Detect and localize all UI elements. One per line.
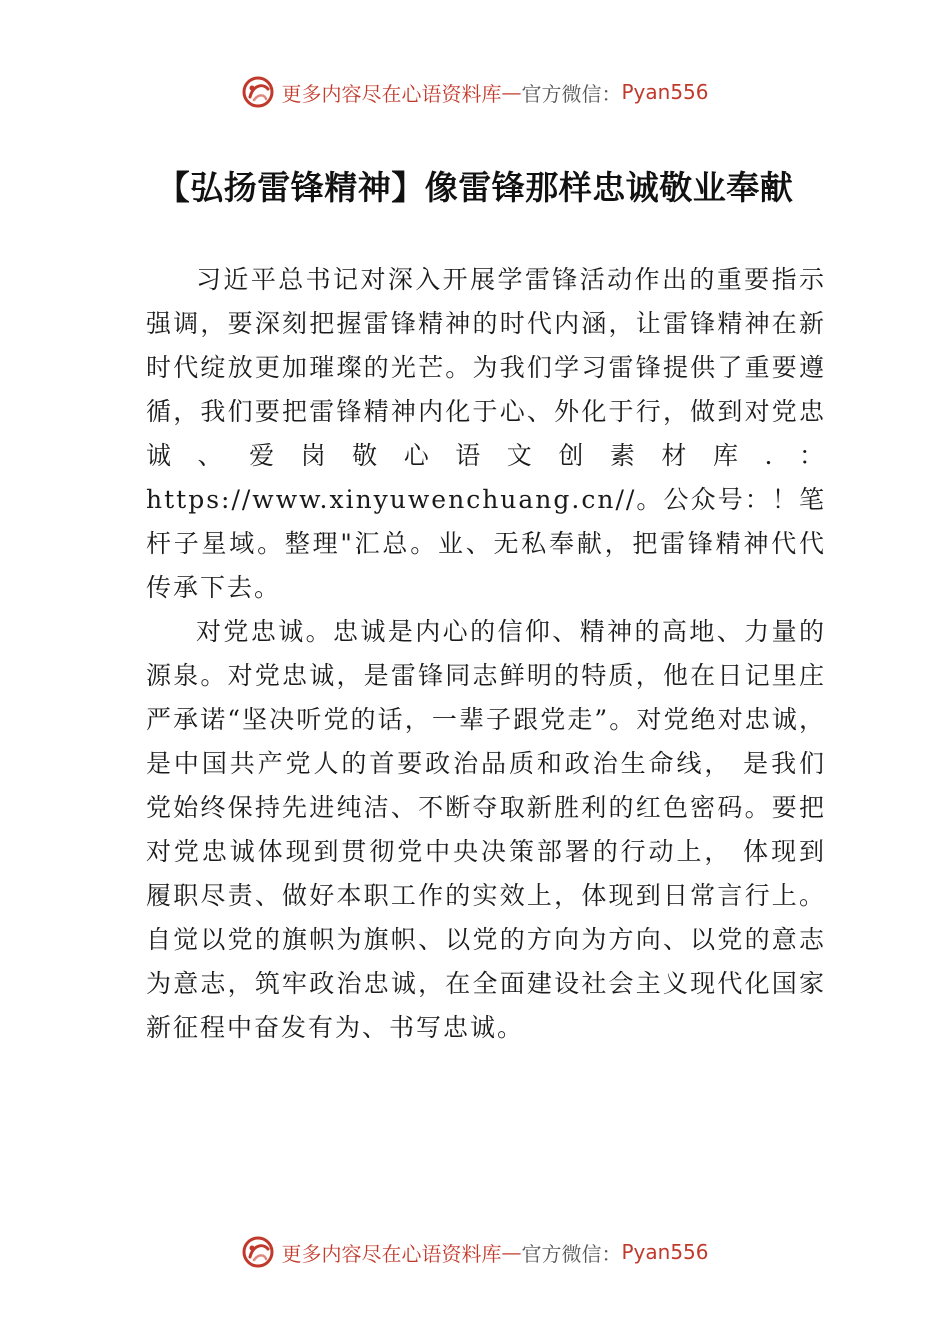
- paragraph-2-text: 对党忠诚。忠诚是内心的信仰、精神的高地、力量的源泉。对党忠诚，是雷锋同志鲜明的特质，他在日记里庄严承诺“坚决听党的话，一辈子跟党走”。对党绝对忠诚，是中国共产党人的首要政治品质和政治生命线， 是我们党始终保持先进纯洁、不断夺取新胜利的红色密码。要把对党忠诚体现到贯彻党中央决策部署的行动上， 体现到履职尽责、做好本职工作的实效上，体现到日常言行上。自觉以党的旗帜为旗帜、以党的方向为方向、以党的意志为意志，筑牢政治忠诚，在全面建设社会主义现代化国家新征程中奋发有为、书写忠诚。: [146, 617, 826, 1042]
- watermark-text: 更多内容尽在心语资料库: [281, 1241, 502, 1266]
- paragraph-2: [146, 610, 826, 1050]
- document-title: 【弘扬雷锋精神】像雷锋那样忠诚敬业奉献: [156, 168, 794, 207]
- watermark-separator: —: [501, 1240, 522, 1264]
- red-swirl-logo-icon: [241, 75, 275, 109]
- header-watermark: [0, 72, 950, 112]
- watermark-wechat-label: 官方微信：: [521, 1241, 622, 1266]
- watermark-separator: —: [501, 80, 522, 104]
- footer-watermark: [0, 1232, 950, 1272]
- watermark-wechat-label: 官方微信：: [521, 81, 622, 106]
- watermark-text: 更多内容尽在心语资料库: [281, 81, 502, 106]
- paragraph-1: [146, 258, 826, 610]
- watermark-wechat-id: Pyan556: [621, 80, 709, 104]
- paragraph-1-text: 习近平总书记对深入开展学雷锋活动作出的重要指示强调，要深刻把握雷锋精神的时代内涵，让雷锋精神在新时代绽放更加璀璨的光芒。为我们学习雷锋提供了重要遵循，我们要把雷锋精神内化于心、外化于行，做到对党忠诚、爱岗敬心语文创素材库.：https://www.xinyuwenchuang.cn//。公众号：！笔杆子星域。整理"汇总。业、无私奉献，把雷锋精神代代传承下去。: [146, 265, 826, 602]
- red-swirl-logo-icon: [241, 1235, 275, 1269]
- watermark-wechat-id: Pyan556: [621, 1240, 709, 1264]
